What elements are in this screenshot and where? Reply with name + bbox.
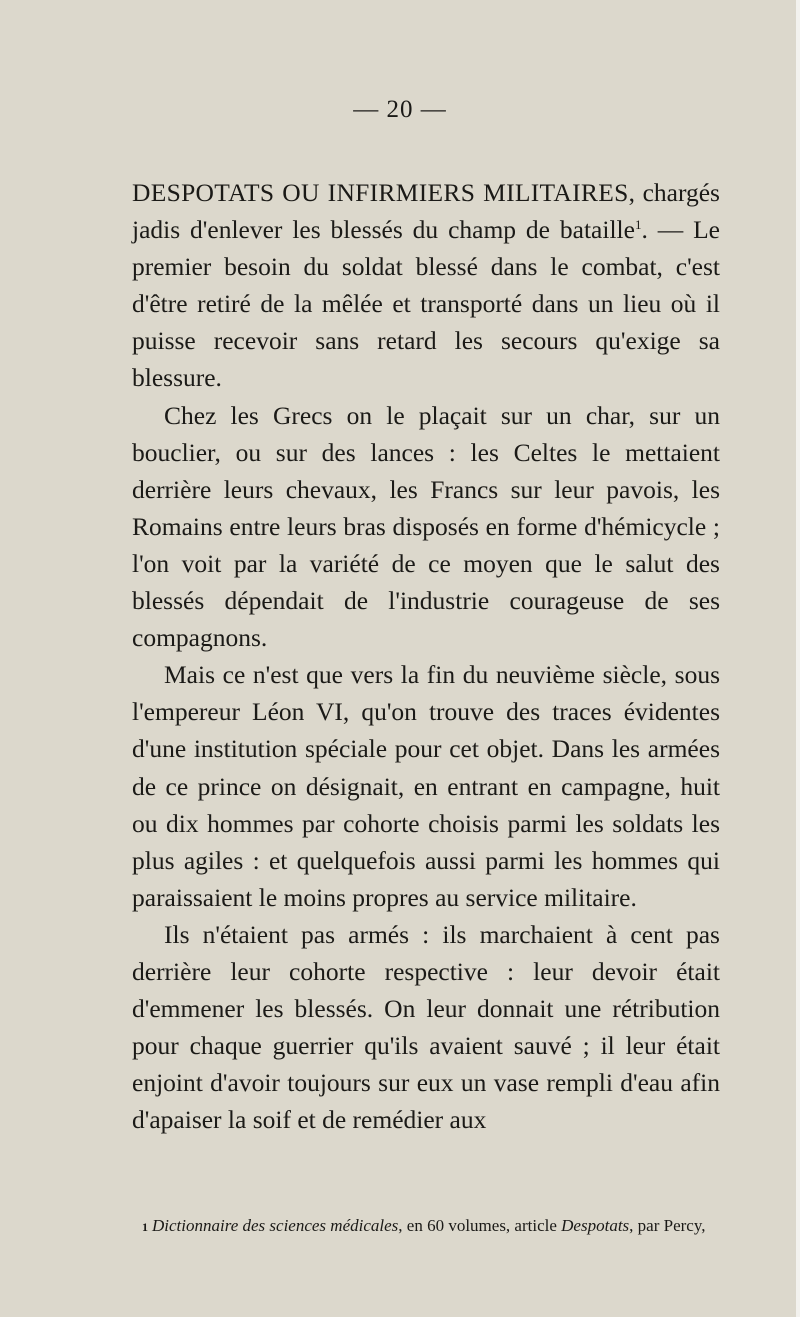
page-edge bbox=[796, 0, 800, 1317]
paragraph-3: Mais ce n'est que vers la fin du neuvième siècle, sous l'empereur Léon VI, qu'on trouve des traces évidentes d'une institution spéciale pour cet objet. Dans les armées de ce prince on désignait, en entrant en campagne, huit ou dix hommes par cohorte choisis parmi les soldats les plus agiles : et quelquefois aussi parmi les hommes qui paraissaient le moins propres au service militaire. bbox=[132, 660, 720, 912]
section-heading: DESPOTATS OU INFIRMIERS MILITAIRES bbox=[132, 178, 629, 207]
body-text bbox=[132, 174, 720, 1138]
footnote-middle: , en 60 volumes, article bbox=[398, 1216, 562, 1235]
paragraph-2: Chez les Grecs on le plaçait sur un char, sur un bouclier, ou sur des lances : les Celtes le mettaient derrière leurs chevaux, les Francs sur leur pavois, les Romains entre leurs bras disposés en forme d'hémicycle ; l'on voit par la variété de ce moyen que le salut des blessés dépendait de l'industrie courageuse de ses compagnons. bbox=[132, 400, 720, 653]
paragraph-1-text-a: , chargés jadis d'enlever les blessés du champ de bataille bbox=[132, 178, 720, 245]
paragraph-1 bbox=[132, 174, 720, 397]
paragraph-1-text-b: . — Le premier besoin du soldat blessé dans le combat, c'est d'être retiré de la mêlée et transporté dans un lieu où il puisse recevoir sans retard les secours qu'exige sa blessure. bbox=[132, 215, 720, 393]
footnote-title: Dictionnaire des sciences médicales bbox=[152, 1216, 399, 1235]
page-number: — 20 — bbox=[353, 96, 447, 123]
footnote bbox=[132, 1215, 720, 1238]
footnote-marker: 1 bbox=[142, 1220, 148, 1234]
paragraph-4: Ils n'étaient pas armés : ils marchaient à cent pas derrière leur cohorte respective : leur devoir était d'emmener les blessés. On leur donnait une rétribution pour chaque guerrier qu'ils avaient sauvé ; il leur était enjoint d'avoir toujours sur eux un vase rempli d'eau afin d'apaiser la soif et de remédier aux bbox=[132, 919, 720, 1135]
footnote-end: , par Percy, bbox=[629, 1216, 706, 1235]
footnote-reference: 1 bbox=[634, 217, 642, 233]
footnote-article: Despotats bbox=[561, 1216, 630, 1235]
